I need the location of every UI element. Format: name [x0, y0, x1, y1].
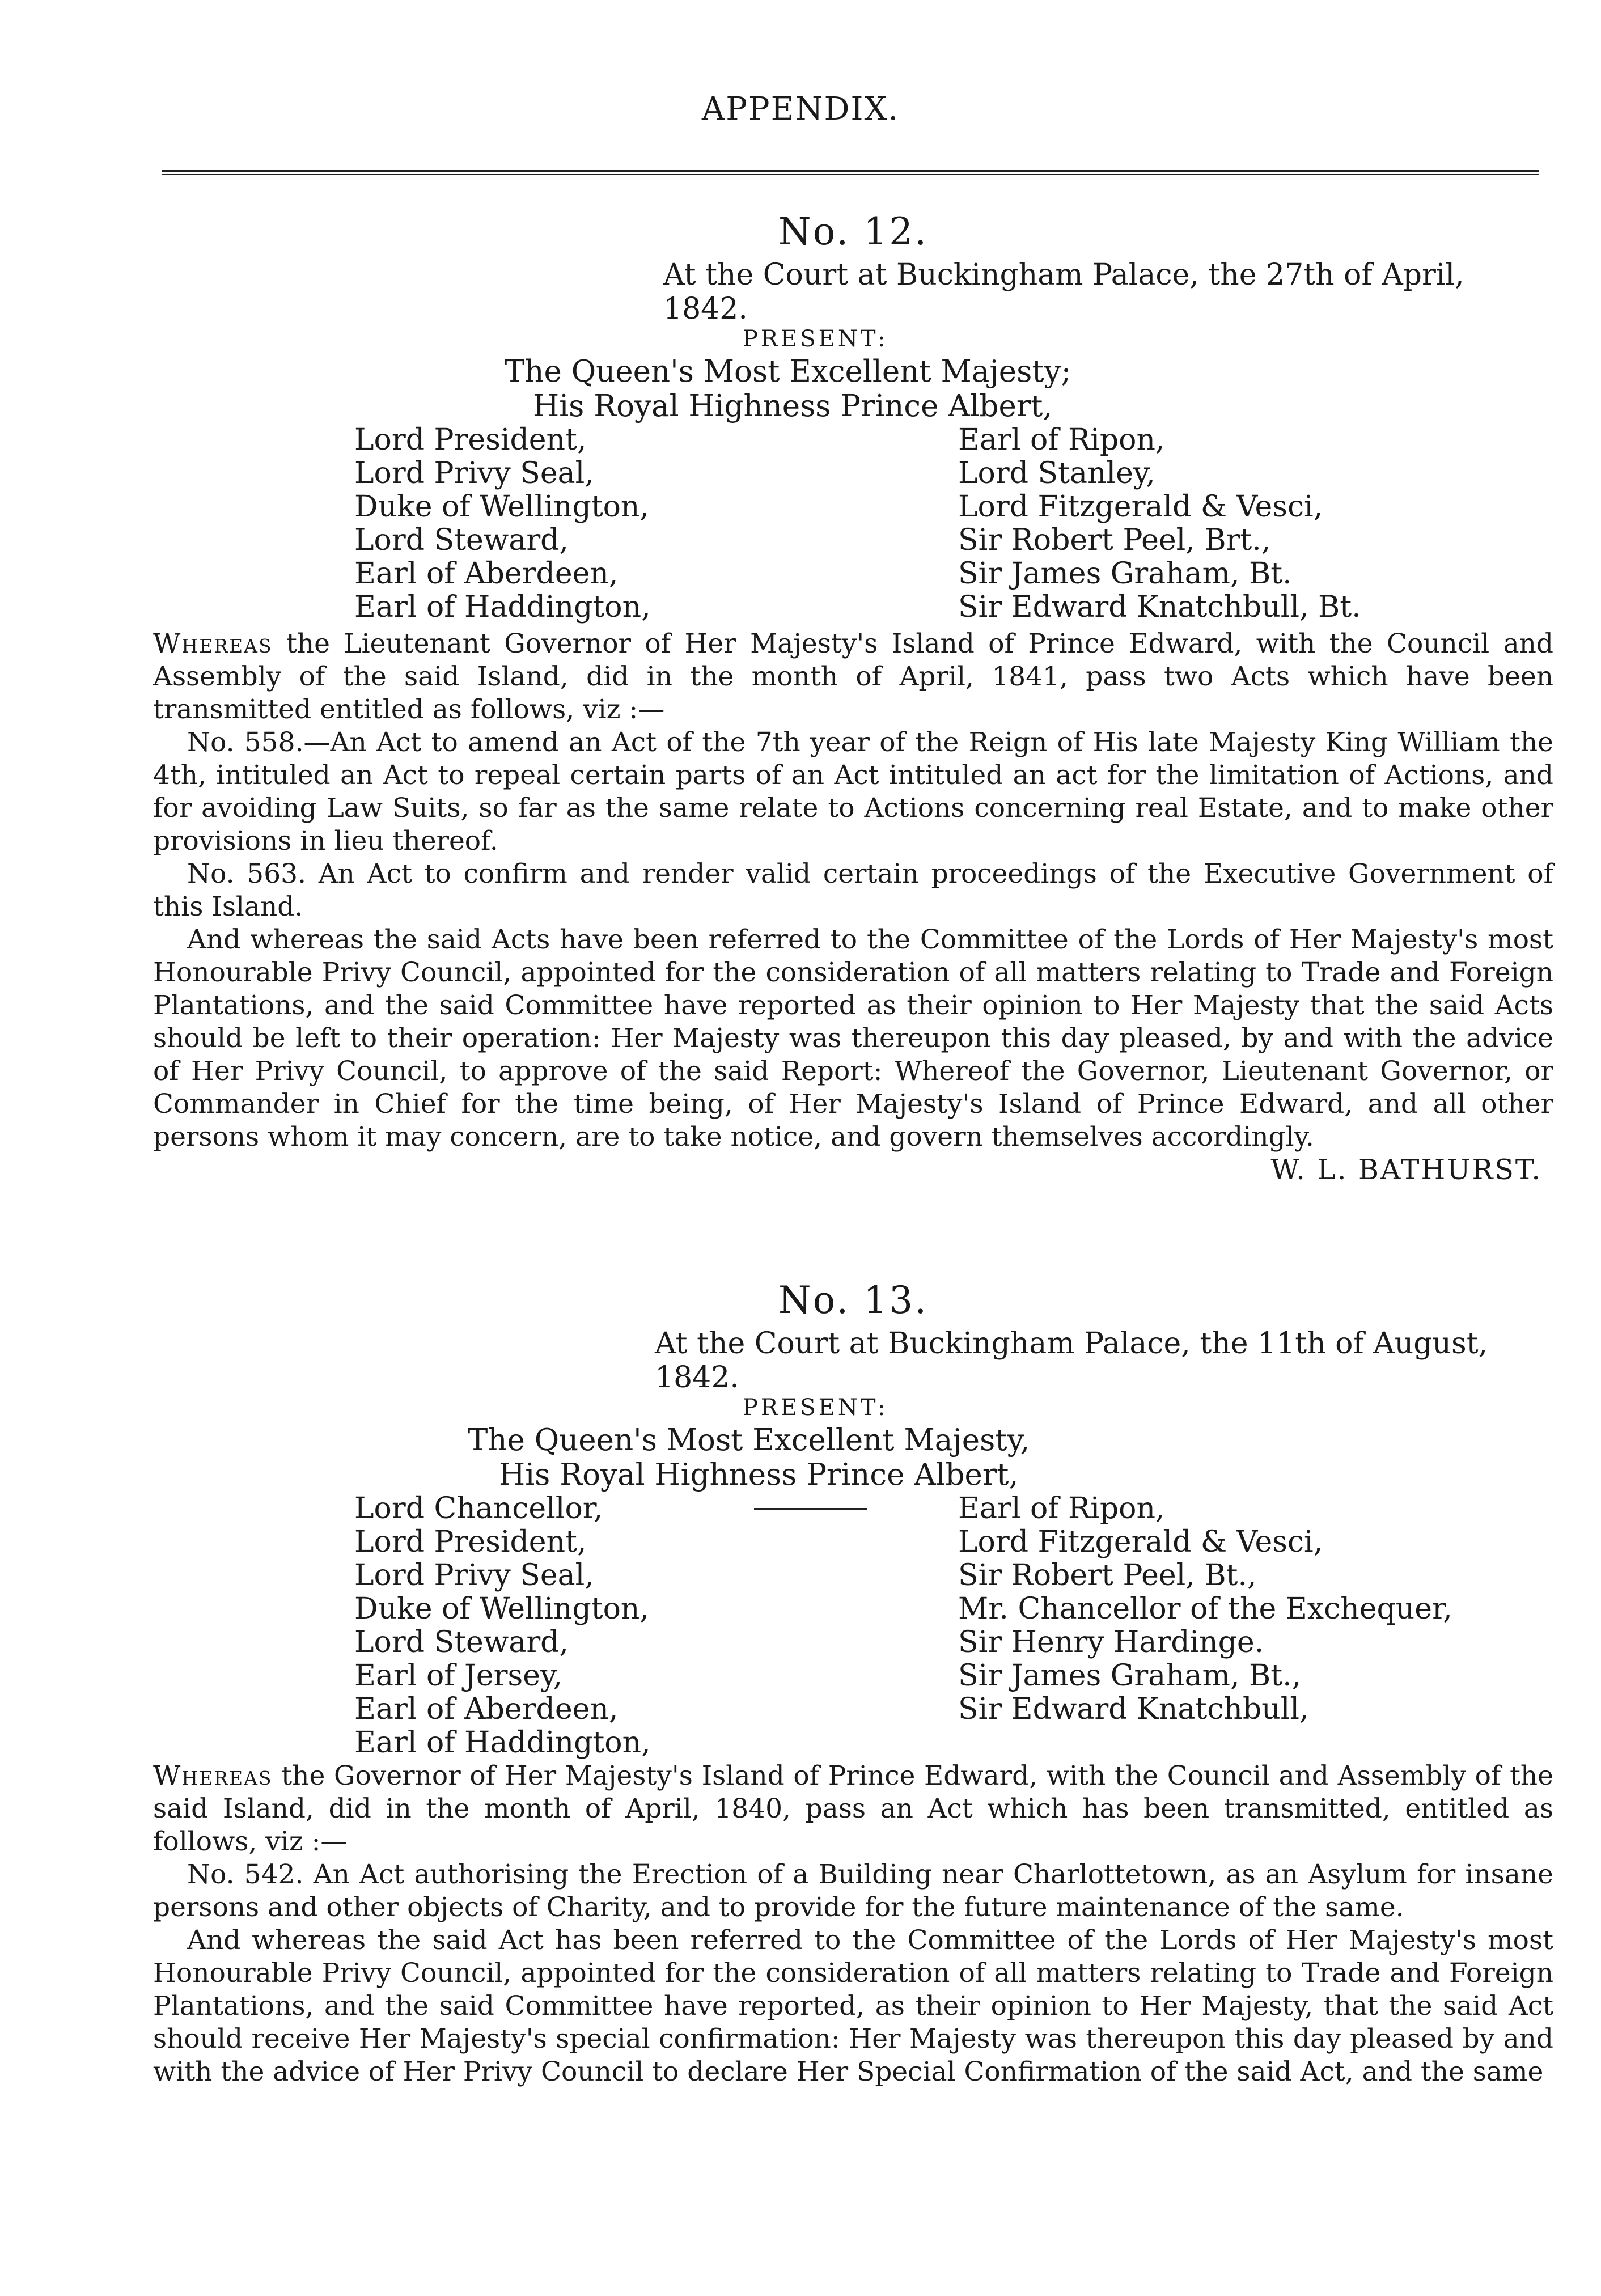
attendee: Lord Privy Seal, — [354, 456, 594, 490]
whereas-paragraph — [153, 628, 1553, 726]
present-label: PRESENT: — [743, 1395, 888, 1421]
attendee: Lord President, — [354, 1525, 587, 1559]
attendee: Sir James Graham, Bt. — [958, 557, 1292, 591]
attendee: Earl of Aberdeen, — [354, 557, 619, 591]
signature: W. L. BATHURST. — [1270, 1154, 1542, 1186]
whereas-text: the Lieutenant Governor of Her Majesty's Island of Prince Edward, with the Council and Assembly of the said Island, did in the month of April, 1841, pass two Acts which have been transmitted entitled as follows, viz :— — [153, 628, 1553, 725]
running-header: APPENDIX. — [701, 91, 900, 128]
attendee: Sir Henry Hardinge. — [958, 1625, 1264, 1659]
whereas-lead: Whereas — [153, 628, 273, 659]
order-no-13 — [153, 1278, 1553, 2089]
attendee: Lord Stanley, — [958, 456, 1155, 490]
present-label: PRESENT: — [743, 326, 888, 352]
order-number: No. 12. — [778, 210, 929, 253]
attendee-list — [153, 1492, 1553, 1760]
attendee: Sir James Graham, Bt., — [958, 1659, 1302, 1693]
attendee: Mr. Chancellor of the Exchequer, — [958, 1592, 1452, 1626]
queen-line: The Queen's Most Excellent Majesty, — [468, 1423, 1030, 1458]
attendee: Sir Edward Knatchbull, Bt. — [958, 590, 1361, 624]
attendee: Earl of Jersey, — [354, 1659, 562, 1693]
whereas-text: the Governor of Her Majesty's Island of Prince Edward, with the Council and Assembly of the said Island, did in the month of April, 1840, pass an Act which has been transmitted, entitled as follows, viz :— — [153, 1760, 1553, 1857]
attendee: Sir Robert Peel, Bt., — [958, 1558, 1257, 1592]
attendees-right-column — [958, 423, 1361, 624]
attendee: Lord Fitzgerald & Vesci, — [958, 1525, 1323, 1559]
prince-line: His Royal Highness Prince Albert, — [533, 389, 1053, 423]
whereas-paragraph — [153, 1760, 1553, 1858]
header-rule — [162, 170, 1539, 175]
attendee: Lord Steward, — [354, 523, 569, 557]
court-line: At the Court at Buckingham Palace, the 27th of April, 1842. — [663, 258, 1464, 326]
attendees-left-column — [354, 423, 651, 624]
act-paragraph: No. 563. An Act to confirm and render valid certain proceedings of the Executive Government of this Island. — [153, 858, 1553, 922]
attendee: Duke of Wellington, — [354, 1592, 649, 1626]
attendee: Lord Steward, — [354, 1625, 569, 1659]
attendee: Lord President, — [354, 423, 587, 457]
attendee-list — [153, 423, 1553, 628]
attendee: Duke of Wellington, — [354, 490, 649, 524]
attendees-left-column — [354, 1492, 651, 1760]
and-whereas-paragraph: And whereas the said Act has been referred to the Committee of the Lords of Her Majesty's most Honourable Privy Council, appointed for the consideration of all matters relating to Trade and Foreign Plantations, and the said Committee have reported, as their opinion to Her Majesty, that the said Act should receive Her Majesty's special confirmation: Her Majesty was thereupon this day pleased by and with the advice of Her Privy Council to declare Her Special Confirmation of the said Act, and the same — [153, 1925, 1553, 2087]
act-paragraph: No. 558.—An Act to amend an Act of the 7th year of the Reign of His late Majesty King William the 4th, intituled an Act to repeal certain parts of an Act intituled an act for the limitation of Actions, and for avoiding Law Suits, so far as the same relate to Actions concerning real Estate, and to make other provisions in lieu thereof. — [153, 727, 1553, 857]
attendee: Earl of Aberdeen, — [354, 1692, 619, 1726]
attendee: Lord Privy Seal, — [354, 1558, 594, 1592]
attendee: Earl of Ripon, — [958, 1492, 1165, 1526]
act-paragraph: No. 542. An Act authorising the Erection of a Building near Charlottetown, as an Asylum for insane persons and other objects of Charity, and to provide for the future maintenance of the same. — [153, 1859, 1553, 1923]
whereas-lead: Whereas — [153, 1760, 273, 1791]
attendee: Lord Fitzgerald & Vesci, — [958, 490, 1323, 524]
attendees-right-column — [958, 1492, 1452, 1726]
attendee: Earl of Haddington, — [354, 1726, 651, 1760]
queen-line: The Queen's Most Excellent Majesty; — [505, 354, 1071, 389]
attendee: Sir Edward Knatchbull, — [958, 1692, 1309, 1726]
and-whereas-paragraph: And whereas the said Acts have been referred to the Committee of the Lords of Her Majesty's most Honourable Privy Council, appointed for the consideration of all matters relating to Trade and Foreign Plantations, and the said Committee have reported as their opinion to Her Majesty that the said Acts should be left to their operation: Her Majesty was thereupon this day pleased, by and with the advice of Her Privy Council, to approve of the said Report: Whereof the Governor, Lieutenant Governor, or Commander in Chief for the time being, of Her Majesty's Island of Prince Edward, and all other persons whom it may concern, are to take notice, and govern themselves accordingly. — [153, 924, 1553, 1153]
attendee: Earl of Ripon, — [958, 423, 1165, 457]
order-no-12 — [153, 210, 1553, 1186]
order-number: No. 13. — [778, 1278, 929, 1322]
attendee: Lord Chancellor, — [354, 1492, 603, 1526]
court-line: At the Court at Buckingham Palace, the 11th of August, 1842. — [655, 1327, 1488, 1395]
attendee: Earl of Haddington, — [354, 590, 651, 624]
prince-line: His Royal Highness Prince Albert, — [499, 1458, 1019, 1492]
attendee: Sir Robert Peel, Brt., — [958, 523, 1271, 557]
